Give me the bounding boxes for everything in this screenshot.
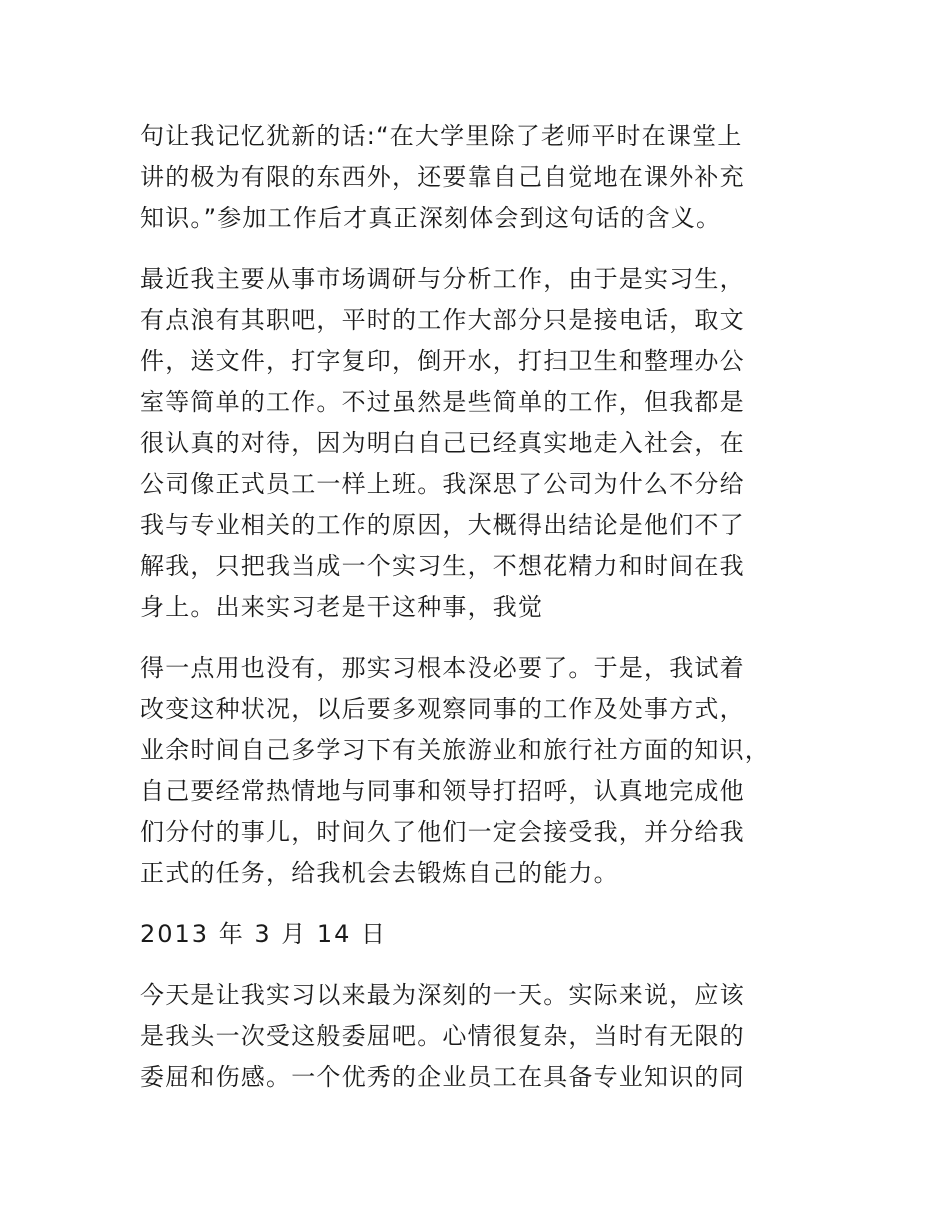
text-line: 们分付的事儿，时间久了他们一定会接受我，并分给我 xyxy=(140,818,745,846)
diary-date: 2013 年 3 月 14 日 xyxy=(140,920,388,948)
text-line: 最近我主要从事市场调研与分析工作，由于是实习生， xyxy=(140,265,745,293)
paragraph-3 xyxy=(140,648,820,894)
paragraph-4 xyxy=(140,975,820,1098)
text-line: 有点浪有其职吧，平时的工作大部分只是接电话，取文 xyxy=(140,306,745,334)
text-line: 委屈和伤感。一个优秀的企业员工在具备专业知识的同 xyxy=(140,1063,745,1091)
text-line: 知识。”参加工作后才真正深刻体会到这句话的含义。 xyxy=(140,204,722,232)
document-body xyxy=(140,116,820,1118)
text-line: 室等简单的工作。不过虽然是些简单的工作，但我都是 xyxy=(140,388,745,416)
text-line: 是我头一次受这般委屈吧。心情很复杂，当时有无限的 xyxy=(140,1022,745,1050)
text-line: 业余时间自己多学习下有关旅游业和旅行社方面的知识， xyxy=(140,736,770,764)
text-line: 得一点用也没有，那实习根本没必要了。于是，我试着 xyxy=(140,654,745,682)
text-line: 解我，只把我当成一个实习生，不想花精力和时间在我 xyxy=(140,552,745,580)
text-line: 今天是让我实习以来最为深刻的一天。实际来说，应该 xyxy=(140,981,745,1009)
text-line: 我与专业相关的工作的原因，大概得出结论是他们不了 xyxy=(140,511,745,539)
text-line: 很认真的对待，因为明白自己已经真实地走入社会，在 xyxy=(140,429,745,457)
text-line: 正式的任务，给我机会去锻炼自己的能力。 xyxy=(140,859,619,887)
paragraph-2 xyxy=(140,259,820,628)
text-line: 公司像正式员工一样上班。我深思了公司为什么不分给 xyxy=(140,470,745,498)
paragraph-1 xyxy=(140,116,820,239)
text-line: 身上。出来实习老是干这种事，我觉 xyxy=(140,593,544,621)
text-line: 件，送文件，打字复印，倒开水，打扫卫生和整理办公 xyxy=(140,347,745,375)
text-line: 自己要经常热情地与同事和领导打招呼，认真地完成他 xyxy=(140,777,745,805)
text-line: 改变这种状况，以后要多观察同事的工作及处事方式， xyxy=(140,695,745,723)
text-line: 讲的极为有限的东西外，还要靠自己自觉地在课外补充 xyxy=(140,163,745,191)
text-line: 句让我记忆犹新的话:“在大学里除了老师平时在课堂上 xyxy=(140,122,743,150)
